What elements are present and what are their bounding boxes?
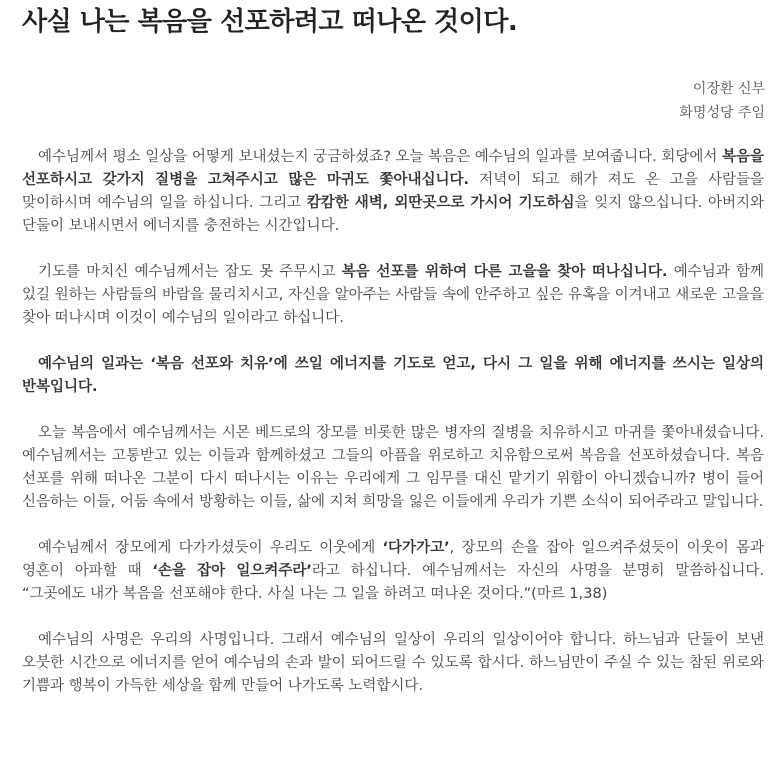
article-body [22, 146, 764, 721]
paragraph-2-bold-1: 복음 선포를 위하여 다른 고을을 찾아 떠나십니다. [341, 264, 668, 280]
paragraph-3: 예수님의 일과는 ‘복음 선포와 치유’에 쓰일 에너지를 기도로 얻고, 다시 그 일을 위해 에너지를 쓰시는 일상의 반복입니다. [22, 356, 764, 395]
paragraph-5-text-1: 예수님께서 장모에게 다가가셨듯이 우리도 이웃에게 [38, 540, 383, 556]
article-title: 사실 나는 복음을 선포하려고 떠나온 것이다. [22, 7, 518, 37]
paragraph-5 [22, 537, 764, 606]
paragraph-1-text-3: 을 잊지 않으십니다. 아버지와 단둘이 보내시면서 에너지를 충전하는 시간입니다. [22, 195, 764, 234]
paragraph-5-text-2: , 장모의 손을 잡아 일으켜주셨듯이 이웃이 몸과 영혼이 아파할 때 [22, 540, 764, 579]
paragraph-2-text-1: 기도를 마치신 예수님께서는 잠도 못 주무시고 [38, 264, 342, 280]
author-block [679, 77, 765, 125]
paragraph-2 [22, 261, 764, 330]
paragraph-4: 오늘 복음에서 예수님께서는 시몬 베드로의 장모를 비롯한 많은 병자의 질병을 치유하시고 마귀를 쫓아내셨습니다. 예수님께서는 고통받고 있는 이들과 함께하셨고 그들의 아픔을 위로하고 치유함으로써 복음을 선포하셨습니다. 복음 선포를 위해 떠나온 그분이 다시 떠나시는 이유는 우리에게 그 임무를 대신 맡기기 위함이 아니겠습니까? 병이 들어 신음하는 이들, 어둠 속에서 방황하는 이들, 삶에 지쳐 희망을 잃은 이들에게 우리가 기쁜 소식이 되어주라고 말입니다. [22, 425, 764, 510]
paragraph-5-text-3: 라고 하십니다. 예수님께서는 자신의 사명을 분명히 말씀하십니다. “그곳에도 내가 복음을 선포해야 한다. 사실 나는 그 일을 하려고 떠나온 것이다.”(마르 1,38) [22, 563, 764, 602]
paragraph-2-text-2: 예수님과 함께 있길 원하는 사람들의 바람을 물리치시고, 자신을 알아주는 사람들 속에 안주하고 싶은 유혹을 이겨내고 새로운 고을을 찾아 떠나시며 이것이 예수님의 일이라고 하십니다. [22, 264, 764, 326]
paragraph-1-bold-2: 캄캄한 새벽, 외딴곳으로 가시어 기도하심 [306, 195, 575, 211]
paragraph-1 [22, 146, 764, 238]
paragraph-1-bold-1: 복음을 선포하시고 갖가지 질병을 고쳐주시고 많은 마귀도 쫓아내십니다. [22, 149, 764, 188]
paragraph-5-bold-1: ‘다가가고’ [382, 540, 450, 556]
paragraph-5-bold-2: ‘손을 잡아 일으켜주라’ [152, 563, 312, 579]
author-name: 이장환 신부 [692, 81, 765, 97]
paragraph-1-text-2: 저녁이 되고 해가 져도 온 고을 사람들을 맞이하시며 예수님의 일을 하십니다. 그리고 [22, 172, 765, 211]
paragraph-6: 예수님의 사명은 우리의 사명입니다. 그래서 예수님의 일상이 우리의 일상이어야 합니다. 하느님과 단둘이 보낸 오붓한 시간으로 에너지를 얻어 예수님의 손과 발이 되어드릴 수 있도록 합시다. 하느님만이 주실 수 있는 참된 위로와 기쁨과 행복이 가득한 세상을 함께 만들어 나가도록 노력합시다. [22, 632, 764, 694]
paragraph-1-text-1: 예수님께서 평소 일상을 어떻게 보내셨는지 궁금하셨죠? 오늘 복음은 예수님의 일과를 보여줍니다. 회당에서 [38, 149, 722, 165]
author-position: 화명성당 주임 [679, 105, 765, 121]
